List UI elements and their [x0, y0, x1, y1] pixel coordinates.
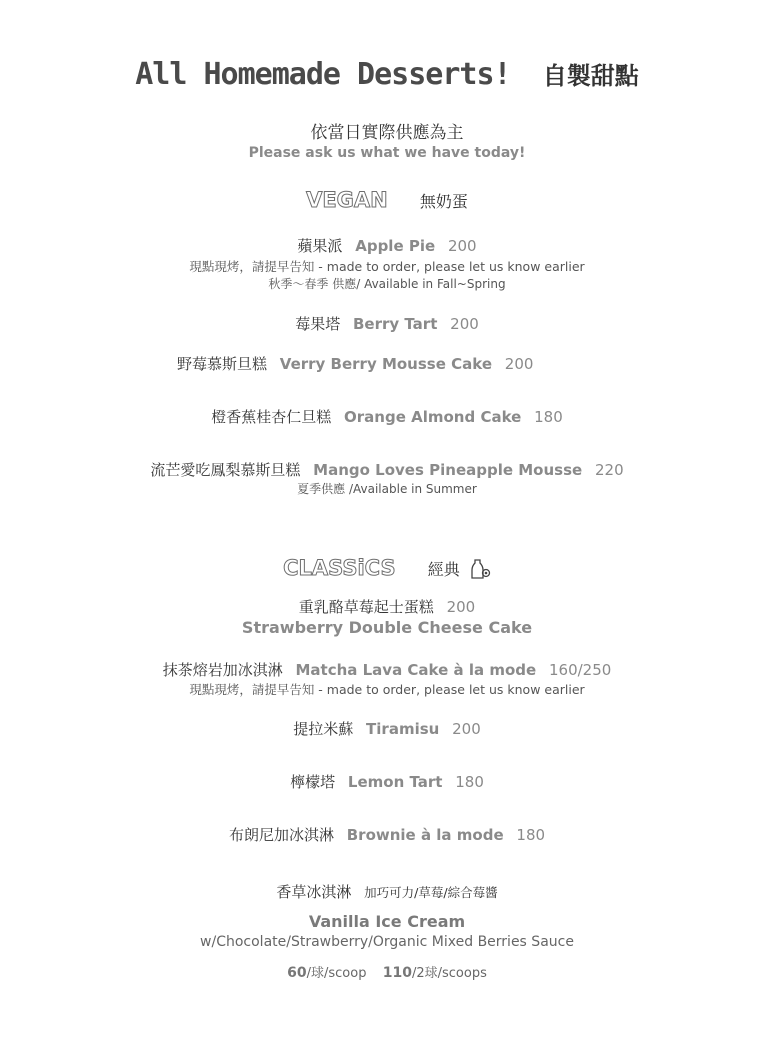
item-price-line	[0, 962, 774, 981]
menu-item-berry-tart	[0, 313, 774, 334]
subtitle-english: Please ask us what we have today!	[248, 145, 526, 161]
vegan-heading-chinese: 無奶蛋	[419, 192, 468, 211]
item-name-en: Mango Loves Pineapple Mousse	[313, 461, 583, 479]
menu-item-orange-almond-cake	[0, 406, 774, 427]
menu-item-strawberry-cheese-cake	[0, 596, 774, 617]
subtitle-chinese: 依當日實際供應為主	[310, 123, 464, 143]
item-note: 現點現烤，請提早告知 - made to order, please let us know earlier	[189, 682, 585, 697]
menu-item-tiramisu	[0, 718, 774, 739]
item-name-zh: 野莓慕斯旦糕	[177, 355, 268, 373]
item-note: 現點現烤，請提早告知 - made to order, please let us know earlier	[189, 259, 585, 274]
item-name-zh: 香草冰淇淋	[276, 883, 352, 901]
item-name-zh: 提拉米蘇	[293, 720, 354, 738]
menu-item-vanilla-ice-cream	[0, 881, 774, 902]
item-name-en: Tiramisu	[366, 720, 440, 738]
item-price: 200	[452, 720, 481, 738]
item-price: 200	[447, 237, 477, 255]
item-price: 200	[446, 598, 476, 616]
item-price: 200	[450, 315, 479, 333]
menu-item-berry-mousse-cake	[177, 353, 533, 374]
milk-bottle-icon	[471, 558, 491, 584]
item-name-en: Apple Pie	[355, 237, 436, 255]
menu-item-brownie	[0, 824, 774, 845]
item-price: 200	[504, 355, 534, 373]
item-name-zh: 橙香蕉桂杏仁旦糕	[211, 408, 332, 426]
vegan-heading-english: VEGAN	[306, 188, 388, 212]
item-price: 160/250	[548, 661, 612, 679]
item-price: 180	[455, 773, 484, 791]
menu-title	[0, 56, 774, 92]
item-name-en: Berry Tart	[352, 315, 438, 333]
item-note-season: 秋季～春季 供應/ Available in Fall~Spring	[268, 277, 506, 291]
item-name-en: Vanilla Ice Cream	[308, 912, 466, 931]
title-chinese: 自製甜點	[542, 62, 639, 90]
item-name-en: Lemon Tart	[347, 773, 443, 791]
menu-item-mango-pineapple-mousse	[0, 459, 774, 480]
item-name-en: Brownie à la mode	[346, 826, 504, 844]
classics-heading	[0, 556, 774, 584]
item-options-en: w/Chocolate/Strawberry/Organic Mixed Berries Sauce	[200, 934, 574, 950]
item-price-single: 60	[287, 965, 307, 981]
item-price: 180	[534, 408, 563, 426]
item-name-zh: 蘋果派	[297, 237, 343, 255]
title-english: All Homemade Desserts!	[135, 57, 511, 92]
item-note-season: 夏季供應 /Available in Summer	[297, 482, 477, 496]
item-name-en: Matcha Lava Cake à la mode	[295, 661, 537, 679]
item-price: 220	[594, 461, 624, 479]
menu-item-lemon-tart	[0, 771, 774, 792]
item-name-en: Orange Almond Cake	[344, 408, 522, 426]
menu-item-apple-pie	[0, 235, 774, 256]
item-name-zh: 重乳酪草莓起士蛋糕	[298, 598, 434, 616]
item-options-zh: 加巧可力/草莓/綜合莓醬	[364, 885, 498, 900]
item-name-zh: 莓果塔	[295, 315, 341, 333]
item-name-zh: 流芒愛吃鳳梨慕斯旦糕	[150, 461, 301, 479]
item-unit-single: /球/scoop	[306, 966, 367, 981]
classics-heading-chinese: 經典	[427, 560, 460, 579]
vegan-heading	[0, 188, 774, 212]
item-name-zh: 抹茶熔岩加冰淇淋	[162, 661, 283, 679]
item-price-double: 110	[382, 965, 412, 981]
classics-heading-english: CLASSiCS	[283, 556, 396, 580]
menu-item-matcha-lava-cake	[0, 659, 774, 680]
item-unit-double: /2球/scoops	[411, 966, 487, 981]
item-name-en: Verry Berry Mousse Cake	[279, 355, 492, 373]
item-name-zh: 檸檬塔	[290, 773, 336, 791]
item-name-en: Strawberry Double Cheese Cake	[241, 618, 533, 637]
item-name-zh: 布朗尼加冰淇淋	[228, 826, 334, 844]
item-price: 180	[516, 826, 546, 844]
